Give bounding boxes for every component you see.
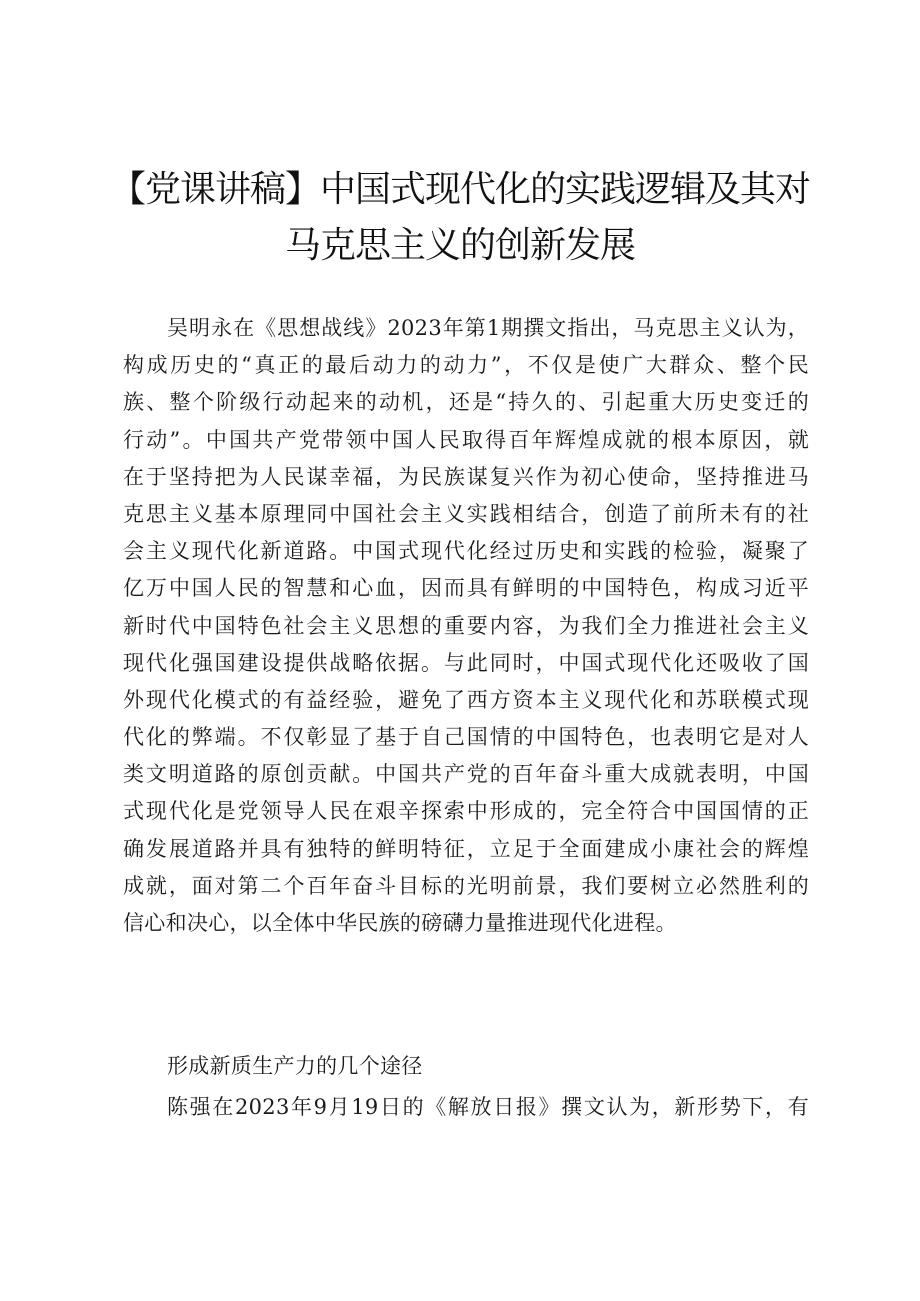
paragraph-1-line: 类文明道路的原创贡献。中国共产党的百年奋斗重大成就表明，中国	[123, 762, 809, 787]
paragraph-1-line: 会主义现代化新道路。中国式现代化经过历史和实践的检验，凝聚了	[123, 539, 809, 564]
paragraph-1-line: 现代化强国建设提供战略依据。与此同时，中国式现代化还吸收了国	[123, 650, 809, 675]
paragraph-1-line: 族、整个阶级行动起来的动机，还是“持久的、引起重大历史变迁的	[123, 390, 809, 415]
title-line-2: 马克思主义的创新发展	[284, 225, 635, 266]
title-line-1: 【党课讲稿】中国式现代化的实践逻辑及其对	[109, 169, 810, 210]
paragraph-1-line: 新时代中国特色社会主义思想的重要内容，为我们全力推进社会主义	[123, 613, 809, 638]
paragraph-2-start: 陈强在2023年9月19日的《解放日报》撰文认为，新形势下，有	[167, 1095, 809, 1119]
paragraph-1-line: 构成历史的“真正的最后动力的动力”，不仅是使广大群众、整个民	[123, 353, 809, 378]
paragraph-1-line: 成就，面对第二个百年奋斗目标的光明前景，我们要树立必然胜利的	[123, 873, 809, 898]
paragraph-1	[123, 310, 809, 942]
paragraph-1-line: 确发展道路并具有独特的鲜明特征，立足于全面建成小康社会的辉煌	[123, 836, 809, 861]
paragraph-1-line: 代化的弊端。不仅彰显了基于自己国情的中国特色，也表明它是对人	[123, 725, 809, 750]
section-subheading: 形成新质生产力的几个途径	[167, 1054, 423, 1078]
document-title	[0, 162, 920, 274]
paragraph-1-line: 式现代化是党领导人民在艰辛探索中形成的，完全符合中国国情的正	[123, 799, 809, 824]
paragraph-1-line: 外现代化模式的有益经验，避免了西方资本主义现代化和苏联模式现	[123, 687, 809, 712]
paragraph-1-line: 吴明永在《思想战线》2023年第1期撰文指出，马克思主义认为，	[167, 316, 809, 340]
paragraph-1-line: 亿万中国人民的智慧和心血，因而具有鲜明的中国特色，构成习近平	[123, 576, 809, 601]
paragraph-1-line: 克思主义基本原理同中国社会主义实践相结合，创造了前所未有的社	[123, 501, 809, 526]
paragraph-1-line: 行动”。中国共产党带领中国人民取得百年辉煌成就的根本原因，就	[123, 427, 809, 452]
paragraph-1-line: 在于坚持把为人民谋幸福，为民族谋复兴作为初心使命，坚持推进马	[123, 464, 809, 489]
paragraph-1-line: 信心和决心，以全体中华民族的磅礴力量推进现代化进程。	[123, 911, 677, 935]
